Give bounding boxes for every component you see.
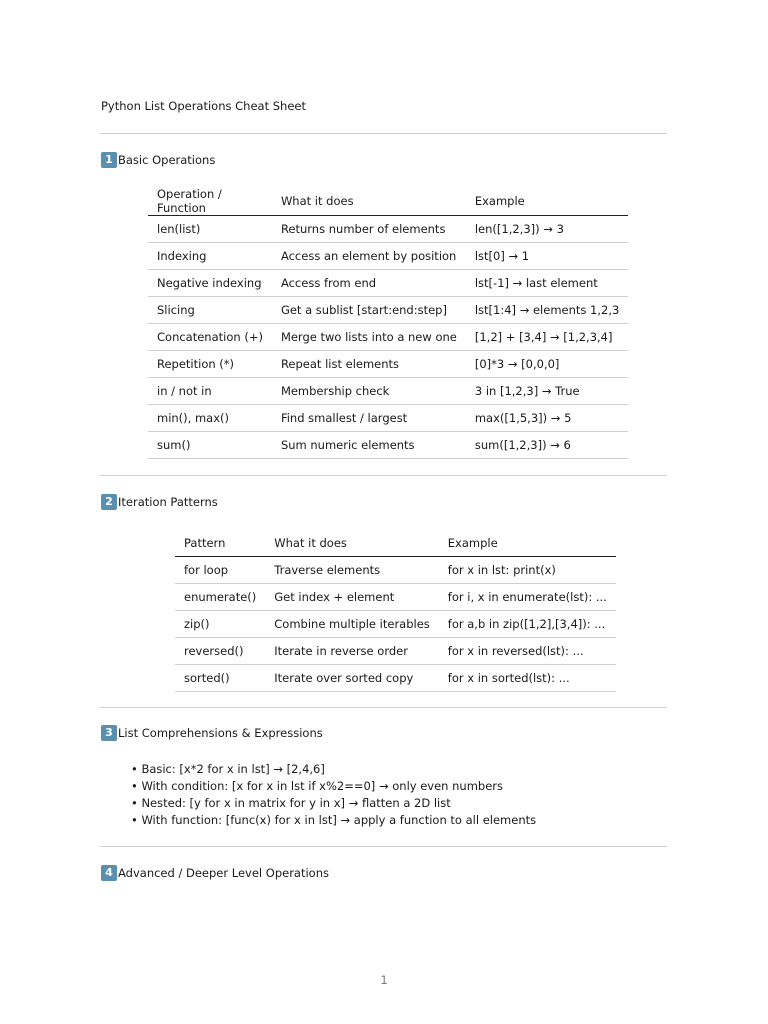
table-cell: for i, x in enumerate(lst): ... bbox=[439, 584, 616, 611]
table-cell: sorted() bbox=[175, 665, 265, 692]
section-number-badge: 2 bbox=[101, 494, 117, 510]
table-cell: Get index + element bbox=[265, 584, 439, 611]
table-row bbox=[148, 432, 628, 459]
table-cell: sum() bbox=[148, 432, 272, 459]
table-cell: lst[0] → 1 bbox=[466, 243, 628, 270]
iteration-patterns-table bbox=[175, 529, 616, 692]
table-cell: Combine multiple iterables bbox=[265, 611, 439, 638]
page-number: 1 bbox=[380, 973, 388, 987]
divider bbox=[100, 707, 667, 708]
table-row bbox=[148, 378, 628, 405]
table-row bbox=[175, 638, 616, 665]
table-cell: Repetition (*) bbox=[148, 351, 272, 378]
divider bbox=[100, 133, 667, 134]
section-heading-basic-operations bbox=[101, 152, 215, 168]
list-item: • Nested: [y for x in matrix for y in x] → flatten a 2D list bbox=[131, 796, 451, 810]
table-header-row bbox=[175, 529, 616, 557]
table-row bbox=[148, 243, 628, 270]
table-cell: Returns number of elements bbox=[272, 216, 466, 243]
table-cell: for x in lst: print(x) bbox=[439, 557, 616, 584]
section-heading-text: Iteration Patterns bbox=[118, 495, 218, 509]
table-cell: Access an element by position bbox=[272, 243, 466, 270]
table-cell: Access from end bbox=[272, 270, 466, 297]
table-cell: for a,b in zip([1,2],[3,4]): ... bbox=[439, 611, 616, 638]
table-body bbox=[148, 216, 628, 459]
table-row bbox=[148, 351, 628, 378]
table-cell: Traverse elements bbox=[265, 557, 439, 584]
list-item: • With condition: [x for x in lst if x%2==0] → only even numbers bbox=[131, 779, 503, 793]
divider bbox=[100, 475, 667, 476]
column-header: Example bbox=[466, 187, 628, 216]
column-header: Example bbox=[439, 529, 616, 557]
table-cell: [0]*3 → [0,0,0] bbox=[466, 351, 628, 378]
table-cell: Slicing bbox=[148, 297, 272, 324]
document-title: Python List Operations Cheat Sheet bbox=[101, 99, 307, 113]
section-number-badge: 4 bbox=[101, 865, 117, 881]
column-header: What it does bbox=[272, 187, 466, 216]
table-cell: Repeat list elements bbox=[272, 351, 466, 378]
table-cell: sum([1,2,3]) → 6 bbox=[466, 432, 628, 459]
list-item: • Basic: [x*2 for x in lst] → [2,4,6] bbox=[131, 762, 325, 776]
table-row bbox=[175, 584, 616, 611]
table-cell: Iterate in reverse order bbox=[265, 638, 439, 665]
section-number-badge: 3 bbox=[101, 725, 117, 741]
table-cell: for x in sorted(lst): ... bbox=[439, 665, 616, 692]
table-cell: Get a sublist [start:end:step] bbox=[272, 297, 466, 324]
table-cell: in / not in bbox=[148, 378, 272, 405]
table-cell: max([1,5,3]) → 5 bbox=[466, 405, 628, 432]
table-cell: enumerate() bbox=[175, 584, 265, 611]
table-cell: zip() bbox=[175, 611, 265, 638]
table-cell: Find smallest / largest bbox=[272, 405, 466, 432]
column-header: What it does bbox=[265, 529, 439, 557]
basic-operations-table bbox=[148, 187, 628, 459]
table-cell: Sum numeric elements bbox=[272, 432, 466, 459]
section-heading-advanced-operations bbox=[101, 865, 329, 881]
table-cell: reversed() bbox=[175, 638, 265, 665]
table-body bbox=[175, 557, 616, 692]
table-cell: [1,2] + [3,4] → [1,2,3,4] bbox=[466, 324, 628, 351]
table-row bbox=[175, 665, 616, 692]
table-cell: len(list) bbox=[148, 216, 272, 243]
table-cell: for x in reversed(lst): ... bbox=[439, 638, 616, 665]
table-row bbox=[148, 324, 628, 351]
table-cell: len([1,2,3]) → 3 bbox=[466, 216, 628, 243]
divider bbox=[100, 846, 667, 847]
section-heading-iteration-patterns bbox=[101, 494, 218, 510]
table-cell: for loop bbox=[175, 557, 265, 584]
table-row bbox=[175, 611, 616, 638]
table-cell: 3 in [1,2,3] → True bbox=[466, 378, 628, 405]
column-header: Pattern bbox=[175, 529, 265, 557]
table-cell: Concatenation (+) bbox=[148, 324, 272, 351]
table-cell: lst[-1] → last element bbox=[466, 270, 628, 297]
table-cell: Negative indexing bbox=[148, 270, 272, 297]
table-cell: Indexing bbox=[148, 243, 272, 270]
table-cell: lst[1:4] → elements 1,2,3 bbox=[466, 297, 628, 324]
table-row bbox=[148, 297, 628, 324]
table-row bbox=[148, 270, 628, 297]
table-cell: min(), max() bbox=[148, 405, 272, 432]
section-heading-list-comprehensions bbox=[101, 725, 323, 741]
table-cell: Merge two lists into a new one bbox=[272, 324, 466, 351]
table-header-row bbox=[148, 187, 628, 216]
comprehension-bullet-list bbox=[131, 761, 536, 829]
section-heading-text: List Comprehensions & Expressions bbox=[118, 726, 323, 740]
table-row bbox=[148, 405, 628, 432]
section-heading-text: Advanced / Deeper Level Operations bbox=[118, 866, 329, 880]
table-row bbox=[175, 557, 616, 584]
table-row bbox=[148, 216, 628, 243]
table-cell: Membership check bbox=[272, 378, 466, 405]
table-cell: Iterate over sorted copy bbox=[265, 665, 439, 692]
section-heading-text: Basic Operations bbox=[118, 153, 216, 167]
column-header: Operation / Function bbox=[148, 187, 272, 216]
section-number-badge: 1 bbox=[101, 152, 117, 168]
list-item: • With function: [func(x) for x in lst] → apply a function to all elements bbox=[131, 813, 537, 827]
